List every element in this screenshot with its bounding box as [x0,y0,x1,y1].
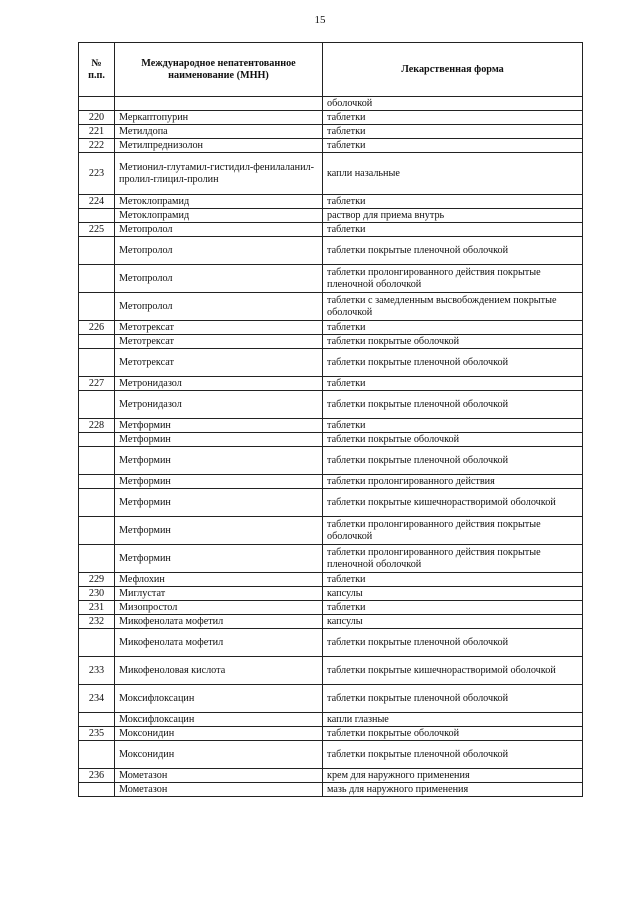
table-row [79,783,583,797]
row-inn-name: Моксифлоксацин [115,713,323,727]
row-dosage-form: таблетки покрытые оболочкой [323,727,583,741]
row-inn-name: Метотрексат [115,321,323,335]
row-dosage-form: таблетки покрытые оболочкой [323,433,583,447]
table-row [79,587,583,601]
row-inn-name: Метотрексат [115,349,323,377]
row-dosage-form: крем для наружного применения [323,769,583,783]
row-number [79,293,115,321]
row-number [79,489,115,517]
table-row [79,265,583,293]
row-number [79,335,115,349]
row-number: 231 [79,601,115,615]
row-number [79,783,115,797]
row-dosage-form: таблетки [323,321,583,335]
row-inn-name: Метионил-глутамил-гистидил-фенилаланил-пролил-глицил-пролин [115,153,323,195]
row-dosage-form: таблетки [323,573,583,587]
table-row [79,657,583,685]
row-dosage-form: таблетки покрытые пленочной оболочкой [323,629,583,657]
row-dosage-form: таблетки [323,223,583,237]
row-number [79,265,115,293]
row-inn-name: Моксонидин [115,727,323,741]
row-number [79,475,115,489]
row-number: 234 [79,685,115,713]
row-number: 233 [79,657,115,685]
row-inn-name [115,97,323,111]
row-inn-name: Метоклопрамид [115,195,323,209]
row-inn-name: Метформин [115,475,323,489]
row-number: 224 [79,195,115,209]
table-row [79,629,583,657]
table-row [79,111,583,125]
row-number: 220 [79,111,115,125]
row-inn-name: Моксифлоксацин [115,685,323,713]
table-header-row [79,43,583,97]
row-number: 225 [79,223,115,237]
row-number [79,209,115,223]
table-row [79,545,583,573]
row-inn-name: Метформин [115,419,323,433]
row-inn-name: Моксонидин [115,741,323,769]
table-row [79,153,583,195]
row-number [79,237,115,265]
row-dosage-form: таблетки [323,419,583,433]
page-number: 15 [314,14,326,26]
row-number [79,545,115,573]
row-inn-name: Микофенолата мофетил [115,629,323,657]
row-dosage-form: таблетки покрытые кишечнорастворимой оболочкой [323,489,583,517]
row-number [79,629,115,657]
row-number [79,391,115,419]
table-row [79,727,583,741]
table-row [79,517,583,545]
row-dosage-form: таблетки покрытые кишечнорастворимой оболочкой [323,657,583,685]
row-number: 229 [79,573,115,587]
row-dosage-form: таблетки пролонгированного действия покрытые пленочной оболочкой [323,265,583,293]
row-dosage-form: таблетки пролонгированного действия покрытые оболочкой [323,517,583,545]
row-number [79,97,115,111]
row-dosage-form: таблетки покрытые пленочной оболочкой [323,391,583,419]
row-inn-name: Метопролол [115,265,323,293]
row-inn-name: Метопролол [115,293,323,321]
table-row [79,615,583,629]
row-number: 227 [79,377,115,391]
row-inn-name: Метронидазол [115,377,323,391]
row-number: 226 [79,321,115,335]
row-inn-name: Метформин [115,489,323,517]
row-number [79,349,115,377]
table-row [79,209,583,223]
table-row [79,419,583,433]
table-body [79,97,583,797]
row-dosage-form: капсулы [323,587,583,601]
row-dosage-form: капли назальные [323,153,583,195]
row-number: 230 [79,587,115,601]
table-row [79,433,583,447]
row-inn-name: Метоклопрамид [115,209,323,223]
row-inn-name: Метотрексат [115,335,323,349]
row-dosage-form: таблетки покрытые пленочной оболочкой [323,447,583,475]
drug-table [78,42,583,797]
row-inn-name: Микофенолата мофетил [115,615,323,629]
row-number: 236 [79,769,115,783]
row-dosage-form: таблетки [323,125,583,139]
table-row [79,573,583,587]
table-row [79,97,583,111]
row-inn-name: Метопролол [115,223,323,237]
row-inn-name: Метформин [115,433,323,447]
table-row [79,321,583,335]
row-dosage-form: таблетки покрытые оболочкой [323,335,583,349]
row-dosage-form: оболочкой [323,97,583,111]
table-row [79,195,583,209]
table-row [79,475,583,489]
row-inn-name: Метформин [115,447,323,475]
table-row [79,489,583,517]
row-dosage-form: таблетки покрытые пленочной оболочкой [323,237,583,265]
row-inn-name: Мизопростол [115,601,323,615]
row-number [79,713,115,727]
row-dosage-form: капли глазные [323,713,583,727]
row-number: 232 [79,615,115,629]
row-inn-name: Мефлохин [115,573,323,587]
row-number: 228 [79,419,115,433]
table-row [79,447,583,475]
row-number: 235 [79,727,115,741]
table-row [79,601,583,615]
table-row [79,685,583,713]
row-dosage-form: таблетки пролонгированного действия покрытые пленочной оболочкой [323,545,583,573]
row-inn-name: Метопролол [115,237,323,265]
row-dosage-form: таблетки покрытые пленочной оболочкой [323,741,583,769]
header-inn-name: Международное непатентованное наименование (МНН) [115,43,323,97]
row-inn-name: Метилдопа [115,125,323,139]
row-dosage-form: таблетки покрытые пленочной оболочкой [323,685,583,713]
row-dosage-form: таблетки [323,601,583,615]
row-dosage-form: таблетки покрытые пленочной оболочкой [323,349,583,377]
row-number [79,447,115,475]
row-inn-name: Метформин [115,545,323,573]
row-dosage-form: таблетки пролонгированного действия [323,475,583,489]
table-row [79,741,583,769]
row-dosage-form: таблетки [323,139,583,153]
table-row [79,223,583,237]
row-number: 221 [79,125,115,139]
table-row [79,391,583,419]
table-row [79,349,583,377]
header-number: № п.п. [79,43,115,97]
row-dosage-form: таблетки [323,111,583,125]
row-number [79,741,115,769]
row-dosage-form: таблетки [323,377,583,391]
row-inn-name: Метформин [115,517,323,545]
table-row [79,125,583,139]
row-inn-name: Мометазон [115,783,323,797]
row-dosage-form: таблетки [323,195,583,209]
table-row [79,335,583,349]
row-inn-name: Миглустат [115,587,323,601]
row-dosage-form: раствор для приема внутрь [323,209,583,223]
row-dosage-form: таблетки с замедленным высвобождением покрытые оболочкой [323,293,583,321]
row-inn-name: Меркаптопурин [115,111,323,125]
row-number: 223 [79,153,115,195]
row-inn-name: Метилпреднизолон [115,139,323,153]
table-row [79,139,583,153]
header-dosage-form: Лекарственная форма [323,43,583,97]
row-dosage-form: мазь для наружного применения [323,783,583,797]
row-number [79,517,115,545]
table-row [79,377,583,391]
table-row [79,713,583,727]
row-inn-name: Мометазон [115,769,323,783]
row-dosage-form: капсулы [323,615,583,629]
row-inn-name: Метронидазол [115,391,323,419]
row-inn-name: Микофеноловая кислота [115,657,323,685]
table-row [79,769,583,783]
row-number: 222 [79,139,115,153]
table-row [79,237,583,265]
table-row [79,293,583,321]
row-number [79,433,115,447]
